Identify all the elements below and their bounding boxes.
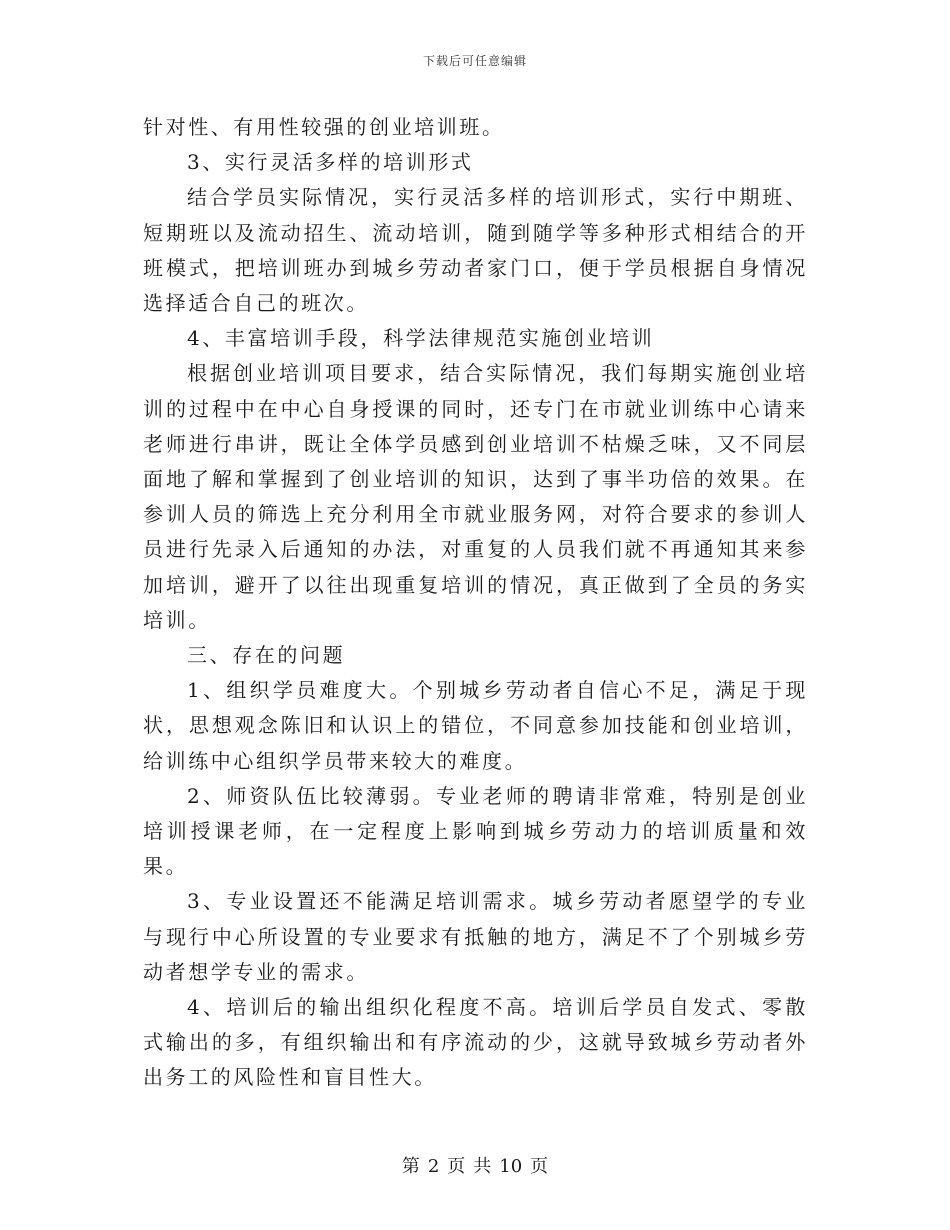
paragraph-problem-3: 3、专业设置还不能满足培训需求。城乡劳动者愿望学的专业与现行中心所设置的专业要求有抵触的地方，满足不了个别城乡劳动者想学专业的需求。	[143, 889, 808, 984]
section-heading-problems: 三、存在的问题	[187, 643, 346, 668]
paragraph-continuation: 针对性、有用性较强的创业培训班。	[143, 115, 505, 139]
document-body	[143, 110, 808, 1096]
footer-total-label: 共	[473, 1156, 492, 1177]
paragraph-problem-4: 4、培训后的输出组织化程度不高。培训后学员自发式、零散式输出的多，有组织输出和有序流动的少，这就导致城乡劳动者外出务工的风险性和盲目性大。	[143, 995, 808, 1090]
paragraph-problem-1: 1、组织学员难度大。个别城乡劳动者自信心不足，满足于现状，思想观念陈旧和认识上的错位，不同意参加技能和创业培训，给训练中心组织学员带来较大的难度。	[143, 678, 808, 773]
page-header-note: 下载后可任意编辑	[422, 54, 527, 68]
footer-page-number: 2	[427, 1156, 440, 1177]
section-heading-flexible-training: 3、实行灵活多样的培训形式	[187, 150, 474, 175]
page-footer	[0, 1152, 950, 1178]
footer-suffix: 页	[530, 1156, 549, 1177]
paragraph-problem-2: 2、师资队伍比较薄弱。专业老师的聘请非常难，特别是创业培训授课老师，在一定程度上影响到城乡劳动力的培训质量和效果。	[143, 783, 808, 879]
paragraph-training-methods: 根据创业培训项目要求，结合实际情况，我们每期实施创业培训的过程中在中心自身授课的同时，还专门在市就业训练中心请来老师进行串讲，既让全体学员感到创业培训不枯燥乏味，又不同层面地了解和掌握到了创业培训的知识，达到了事半功倍的效果。在参训人员的筛选上充分利用全市就业服务网，对符合要求的参训人员进行先录入后通知的办法，对重复的人员我们就不再通知其来参加培训，避开了以往出现重复培训的情况，真正做到了全员的务实培训。	[143, 361, 808, 632]
footer-total-pages: 10	[499, 1156, 523, 1177]
footer-prefix: 第	[401, 1156, 420, 1177]
paragraph-flexible-training: 结合学员实际情况，实行灵活多样的培训形式，实行中期班、短期班以及流动招生、流动培训，随到随学等多种形式相结合的开班模式，把培训班办到城乡劳动者家门口，便于学员根据自身情况选择适合自己的班次。	[143, 185, 808, 316]
section-heading-training-methods: 4、丰富培训手段，科学法律规范实施创业培训	[187, 326, 655, 351]
footer-page-label: 页	[447, 1156, 466, 1177]
